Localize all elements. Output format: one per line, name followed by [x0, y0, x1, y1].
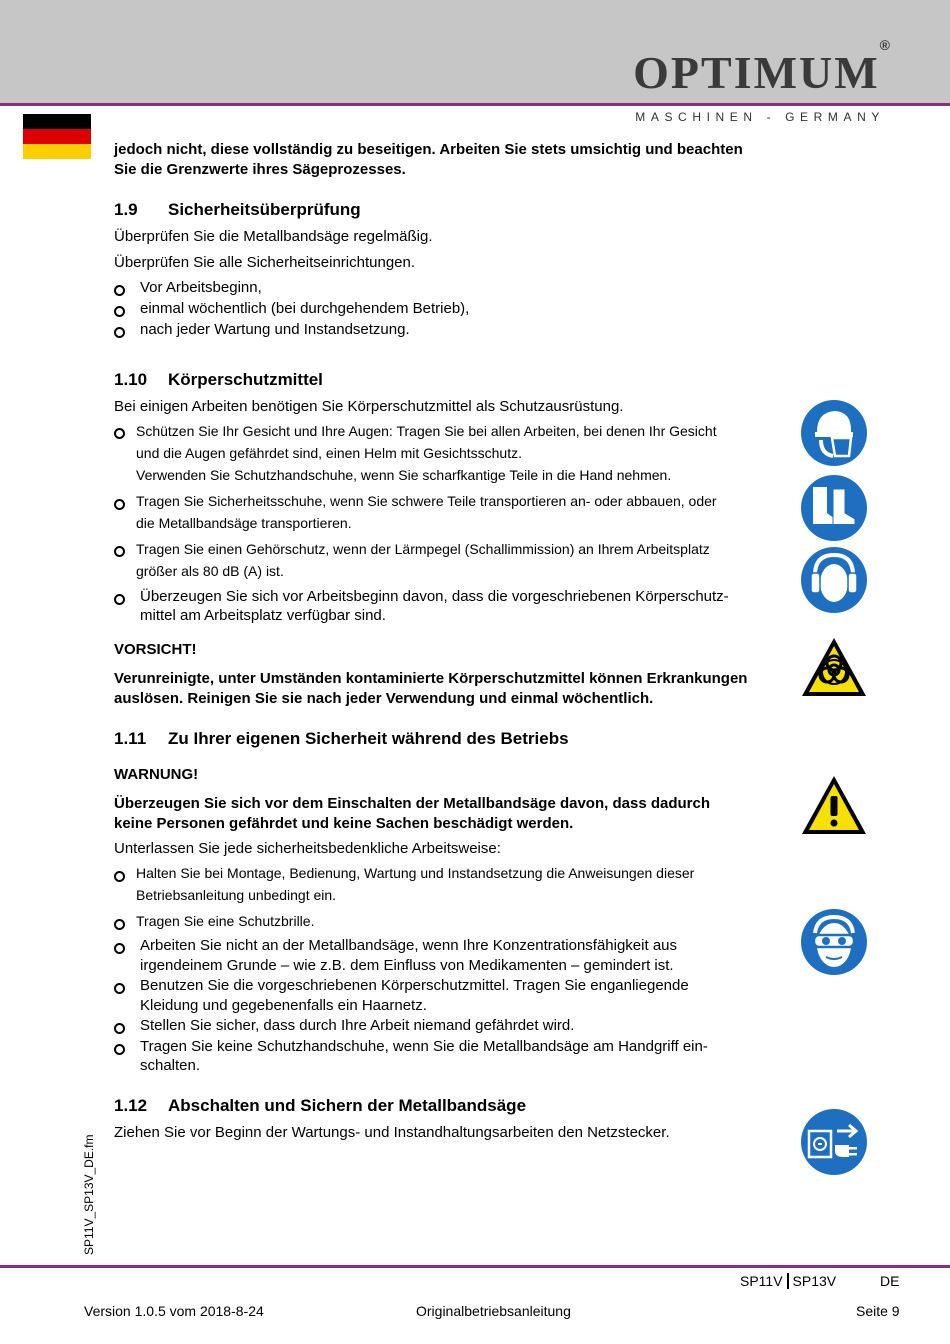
- list-item: Überzeugen Sie sich vor Arbeitsbeginn davon, dass die vorgeschriebenen Körperschutz-: [140, 588, 729, 605]
- bullet-icon: [114, 303, 126, 315]
- caution-text-2: auslösen. Reinigen Sie sie nach jeder Verwendung und einmal wöchentlich.: [114, 690, 654, 707]
- model-label: SP11V SP13V: [740, 1273, 837, 1289]
- list-item-cont: und die Augen gefährdet sind, einen Helm mit Gesichtsschutz.: [136, 445, 522, 461]
- intro-line-1: jedoch nicht, diese vollständig zu beseitigen. Arbeiten Sie stets umsichtig und beachten: [114, 141, 743, 158]
- logo-subtitle: MASCHINEN - GERMANY: [635, 110, 885, 124]
- bullet-icon: [114, 543, 126, 555]
- bullet-icon: [114, 324, 126, 336]
- caution-text-1: Verunreinigte, unter Umständen kontaminierte Körperschutzmittel können Erkrankungen: [114, 670, 748, 687]
- section-1-12-heading: 1.12 Abschalten und Sichern der Metallbandsäge: [114, 1096, 527, 1115]
- section-1-11-heading: 1.11 Zu Ihrer eigenen Sicherheit während des Betriebs: [114, 729, 569, 748]
- list-item-cont: irgendeinem Grunde – wie z.B. dem Einfluss von Medikamenten – gemindert ist.: [140, 957, 674, 974]
- section-1-11-para-1: Unterlassen Sie jede sicherheitsbedenkliche Arbeitsweise:: [114, 840, 501, 857]
- face-shield-helmet-icon: [799, 398, 869, 468]
- list-item: Tragen Sie eine Schutzbrille.: [136, 913, 315, 929]
- list-item: Tragen Sie keine Schutzhandschuhe, wenn Sie die Metallbandsäge am Handgriff ein-: [140, 1038, 708, 1055]
- bullet-icon: [114, 425, 126, 437]
- warning-label: WARNUNG!: [114, 766, 199, 783]
- section-1-10-para-1: Bei einigen Arbeiten benötigen Sie Körperschutzmittel als Schutzausrüstung.: [114, 398, 624, 415]
- bullet-icon: [114, 591, 126, 603]
- safety-boots-icon: [799, 473, 869, 543]
- header-divider: [0, 103, 950, 106]
- list-item: Tragen Sie einen Gehörschutz, wenn der Lärmpegel (Schallimmission) an Ihrem Arbeitsplatz: [136, 541, 710, 557]
- list-item: Arbeiten Sie nicht an der Metallbandsäge, wenn Ihre Konzentrationsfähigkeit aus: [140, 937, 678, 954]
- bullet-icon: [114, 1041, 126, 1053]
- bullet-icon: [114, 282, 126, 294]
- german-flag-icon: [23, 114, 91, 159]
- list-item-cont: schalten.: [140, 1057, 201, 1074]
- biohazard-warning-icon: [799, 634, 869, 704]
- list-item-cont: Kleidung und gegebenenfalls ein Haarnetz.: [140, 997, 427, 1014]
- list-item: Benutzen Sie die vorgeschriebenen Körperschutzmittel. Tragen Sie enganliegende: [140, 977, 689, 994]
- version-info: Version 1.0.5 vom 2018-8-24: [84, 1303, 264, 1319]
- bullet-icon: [114, 868, 126, 880]
- disconnect-plug-icon: [799, 1107, 869, 1177]
- file-name-label: SP11V_SP13V_DE.fm: [82, 1134, 96, 1255]
- list-item: Tragen Sie Sicherheitsschuhe, wenn Sie schwere Teile transportieren an- oder abbauen, oder: [136, 493, 717, 509]
- list-item-cont: Betriebsanleitung unbedingt ein.: [136, 887, 337, 903]
- language-code: DE: [880, 1273, 900, 1289]
- section-1-12-para-1: Ziehen Sie vor Beginn der Wartungs- und Instandhaltungsarbeiten den Netzstecker.: [114, 1124, 670, 1141]
- list-item-cont: Verwenden Sie Schutzhandschuhe, wenn Sie scharfkantige Teile in die Hand nehmen.: [136, 467, 672, 483]
- list-item: Stellen Sie sicher, dass durch Ihre Arbeit niemand gefährdet wird.: [140, 1017, 575, 1034]
- list-item-cont: die Metallbandsäge transportieren.: [136, 515, 352, 531]
- footer-divider: [0, 1265, 950, 1268]
- hearing-protection-icon: [799, 545, 869, 615]
- page-number: Seite 9: [856, 1303, 900, 1319]
- list-item-cont: größer als 80 dB (A) ist.: [136, 563, 284, 579]
- bullet-icon: [114, 980, 126, 992]
- section-1-9-para-1: Überprüfen Sie die Metallbandsäge regelmäßig.: [114, 228, 433, 245]
- list-item: Schützen Sie Ihr Gesicht und Ihre Augen: Tragen Sie bei allen Arbeiten, bei denen Ihr Gesicht: [136, 423, 717, 439]
- bullet-icon: [114, 1020, 126, 1032]
- section-1-9-heading: 1.9 Sicherheitsüberprüfung: [114, 200, 361, 219]
- section-1-9-para-2: Überprüfen Sie alle Sicherheitseinrichtungen.: [114, 254, 416, 271]
- list-item: einmal wöchentlich (bei durchgehendem Betrieb),: [140, 300, 470, 317]
- general-warning-icon: [799, 772, 869, 842]
- document-type: Originalbetriebsanleitung: [416, 1303, 571, 1319]
- list-item: Halten Sie bei Montage, Bedienung, Wartung und Instandsetzung die Anweisungen dieser: [136, 865, 695, 881]
- bullet-icon: [114, 916, 126, 928]
- section-1-10-heading: 1.10 Körperschutzmittel: [114, 370, 323, 389]
- warning-text-2: keine Personen gefährdet und keine Sachen beschädigt werden.: [114, 815, 574, 832]
- bullet-icon: [114, 496, 126, 508]
- bullet-icon: [114, 940, 126, 952]
- safety-goggles-icon: [799, 907, 869, 977]
- list-item-cont: mittel am Arbeitsplatz verfügbar sind.: [140, 607, 386, 624]
- caution-label: VORSICHT!: [114, 641, 197, 658]
- intro-line-2: Sie die Grenzwerte ihres Sägeprozesses.: [114, 161, 406, 178]
- list-item: Vor Arbeitsbeginn,: [140, 279, 262, 296]
- list-item: nach jeder Wartung und Instandsetzung.: [140, 321, 410, 338]
- warning-text-1: Überzeugen Sie sich vor dem Einschalten der Metallbandsäge davon, dass dadurch: [114, 795, 711, 812]
- optimum-logo: OPTIMUM®: [633, 36, 892, 98]
